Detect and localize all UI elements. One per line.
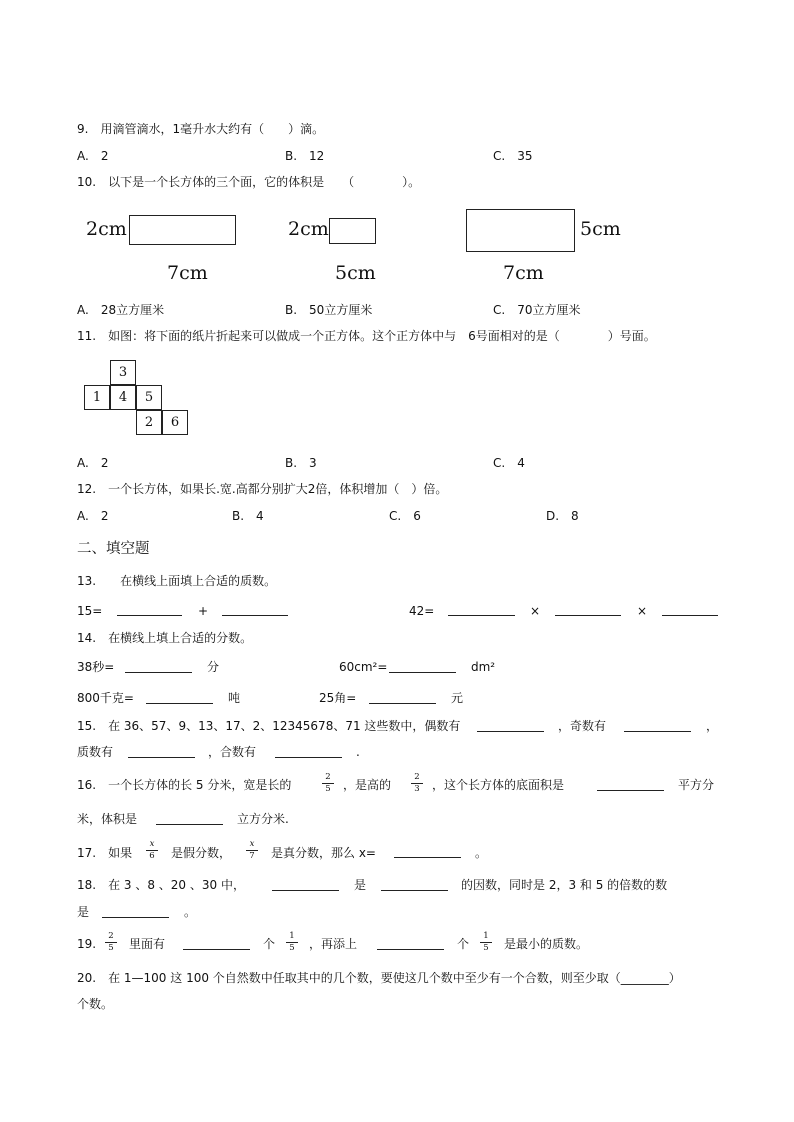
net-face-3: 3: [110, 360, 136, 385]
q16-unit-volume: 立方分米.: [237, 812, 289, 826]
net-face-6: 6: [162, 410, 188, 435]
face3-bottom-label: 7cm: [503, 262, 544, 284]
q16-line1-text: 16. 一个长方体的长 5 分米，宽是长的: [77, 778, 292, 792]
q14-item1-label: 38秒=: [77, 660, 115, 674]
q14-blank-1[interactable]: [125, 672, 192, 673]
q16-text-3: ，这个长方体的底面积是: [432, 778, 565, 792]
q9-option-a: A. 2: [77, 149, 109, 163]
q9-option-c: C. 35: [493, 149, 533, 163]
q14-blank-2[interactable]: [389, 672, 456, 673]
q19-fraction-3: 1 5: [479, 932, 493, 953]
q18-text-1: 18. 在 3 、8 、20 、30 中，: [77, 878, 245, 892]
q13-blank-3[interactable]: [448, 615, 515, 616]
section-heading: 二、填空题: [77, 541, 150, 557]
q9-stem: 9. 用滴管滴水，1毫升水大约有（ ）滴。: [77, 122, 325, 136]
q17-text-3: 是真分数，那么 x=: [271, 846, 376, 860]
q14-item3-unit: 吨: [228, 691, 241, 705]
q15-odd-label: ，奇数有: [558, 719, 607, 733]
q13-plus-sign: +: [198, 604, 209, 618]
q16-blank-volume[interactable]: [156, 824, 223, 825]
q12-stem: 12. 一个长方体，如果长.宽.高都分别扩大2倍，体积增加（ ）倍。: [77, 482, 448, 496]
q19-text-3: ，再添上: [309, 937, 358, 951]
q17-fraction-1: x 6: [145, 840, 159, 861]
q10-option-b: B. 50立方厘米: [285, 303, 373, 317]
q13-blank-5[interactable]: [662, 615, 718, 616]
q19-fraction-2: 1 5: [285, 932, 299, 953]
q15-prime-label: 质数有: [77, 745, 114, 759]
q16-blank-area[interactable]: [597, 790, 664, 791]
face1-rectangle: [129, 215, 236, 245]
q13-blank-1[interactable]: [117, 615, 182, 616]
face2-side-label: 2cm: [288, 218, 329, 240]
q15-period: .: [356, 745, 360, 759]
q9-option-b: B. 12: [285, 149, 325, 163]
q17-blank[interactable]: [394, 857, 461, 858]
q10-option-a: A. 28立方厘米: [77, 303, 165, 317]
q14-item3-label: 800千克=: [77, 691, 134, 705]
q15-blank-composite[interactable]: [275, 757, 342, 758]
q11-stem: 11. 如图：将下面的纸片折起来可以做成一个正方体。这个正方体中与 6号面相对的是（ ）号面。: [77, 329, 656, 343]
q15-line1-text: 15. 在 36、57、9、13、17、2、12345678、71 这些数中，偶数有: [77, 719, 461, 733]
q13-times-sign-1: ×: [530, 604, 541, 618]
q15-blank-odd[interactable]: [624, 731, 691, 732]
q20-line1: 20. 在 1—100 这 100 个自然数中任取其中的几个数，要使这几个数中至少有一个合数，则至少取（________）: [77, 971, 681, 985]
q18-text-3: 的因数，同时是 2，3 和 5 的倍数的数: [461, 878, 668, 892]
q15-blank-even[interactable]: [477, 731, 544, 732]
q14-item2-unit: dm²: [471, 660, 496, 674]
q19-text-2: 个: [263, 937, 276, 951]
q17-fraction-2: x 7: [245, 840, 259, 861]
q17-text-2: 是假分数，: [171, 846, 232, 860]
q17-end: 。: [475, 846, 488, 860]
q19-text-5: 是最小的质数。: [504, 937, 589, 951]
q13-expr2-label: 42=: [409, 604, 435, 618]
q19-fraction-1: 2 5: [104, 932, 118, 953]
q14-item1-unit: 分: [207, 660, 220, 674]
q16-fraction-1: 2 5: [321, 773, 335, 794]
q16-text-2: ，是高的: [343, 778, 392, 792]
q19-text-4: 个: [457, 937, 470, 951]
q13-times-sign-2: ×: [637, 604, 648, 618]
net-face-1: 1: [84, 385, 110, 410]
face3-rectangle: [466, 209, 575, 252]
q14-item4-label: 25角=: [319, 691, 357, 705]
q19-text-1: 里面有: [129, 937, 166, 951]
q12-option-b: B. 4: [232, 509, 264, 523]
q19-blank-1[interactable]: [183, 949, 250, 950]
q18-blank-2[interactable]: [381, 890, 448, 891]
q18-blank-3[interactable]: [102, 917, 169, 918]
q11-option-a: A. 2: [77, 456, 109, 470]
q14-stem: 14. 在横线上填上合适的分数。: [77, 631, 253, 645]
q19-blank-2[interactable]: [377, 949, 444, 950]
q11-option-c: C. 4: [493, 456, 525, 470]
q12-option-d: D. 8: [546, 509, 579, 523]
face1-side-label: 2cm: [86, 218, 127, 240]
net-face-5: 5: [136, 385, 162, 410]
q11-option-b: B. 3: [285, 456, 317, 470]
q17-text-1: 17. 如果: [77, 846, 133, 860]
q18-text-4: 是: [77, 905, 90, 919]
q12-option-a: A. 2: [77, 509, 109, 523]
q15-comma: ，: [706, 719, 719, 733]
q18-blank-1[interactable]: [272, 890, 339, 891]
q13-expr1-label: 15=: [77, 604, 103, 618]
q16-unit-area: 平方分: [678, 778, 715, 792]
q13-blank-2[interactable]: [222, 615, 288, 616]
q19-number: 19.: [77, 937, 97, 951]
q13-stem: 13. 在横线上面填上合适的质数。: [77, 574, 277, 588]
q18-end: 。: [184, 905, 197, 919]
face1-bottom-label: 7cm: [167, 262, 208, 284]
q14-blank-4[interactable]: [369, 703, 436, 704]
face3-side-label: 5cm: [580, 218, 621, 240]
q14-item2-label: 60cm²=: [339, 660, 388, 674]
face2-bottom-label: 5cm: [335, 262, 376, 284]
net-face-2: 2: [136, 410, 162, 435]
q14-item4-unit: 元: [451, 691, 464, 705]
q18-text-2: 是: [354, 878, 367, 892]
q10-stem: 10. 以下是一个长方体的三个面，它的体积是 （ ）。: [77, 175, 421, 189]
q15-blank-prime[interactable]: [128, 757, 195, 758]
q20-line2: 个数。: [77, 997, 114, 1011]
q13-blank-4[interactable]: [555, 615, 621, 616]
face2-rectangle: [329, 218, 376, 244]
q15-composite-label: ，合数有: [208, 745, 257, 759]
q16-fraction-2: 2 3: [410, 773, 424, 794]
q10-option-c: C. 70立方厘米: [493, 303, 581, 317]
net-face-4: 4: [110, 385, 136, 410]
q14-blank-3[interactable]: [146, 703, 213, 704]
q12-option-c: C. 6: [389, 509, 421, 523]
q16-line2-text: 米，体积是: [77, 812, 138, 826]
